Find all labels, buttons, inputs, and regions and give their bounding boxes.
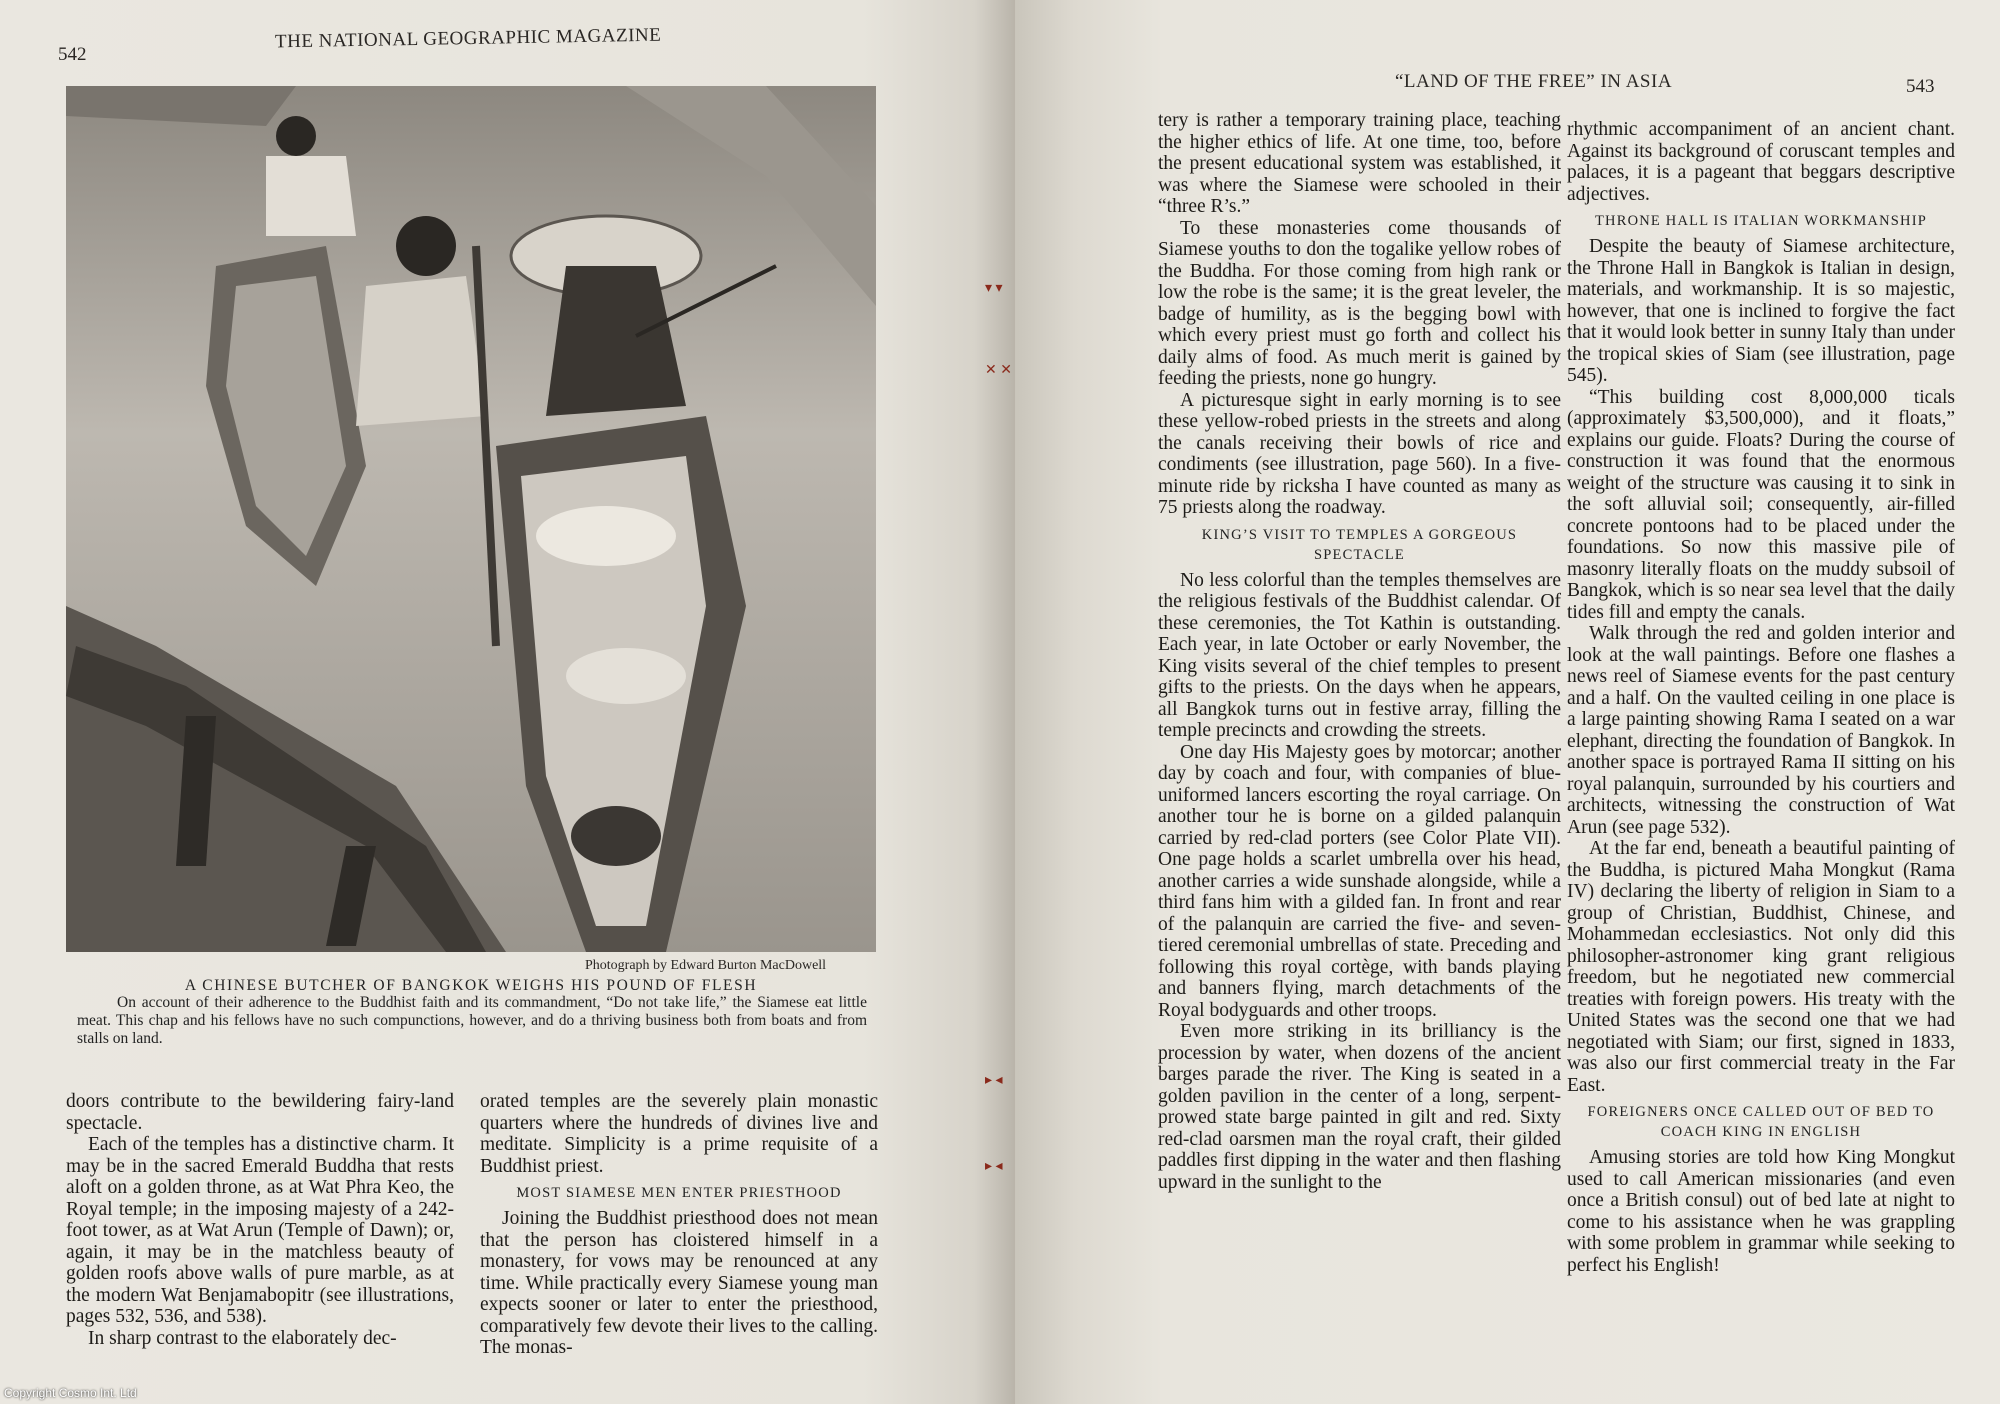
paragraph: Joining the Buddhist priesthood does not mean that the person has cloistered himself in a monastery, for vows may be renounced at any time. While practically every Siamese young man expects sooner or later to enter the priesthood, comparatively few devote their lives to the calling. The monas- — [480, 1208, 878, 1358]
right-column-1 — [1158, 110, 1561, 1193]
binding-mark: ▸ ◂ — [985, 1073, 1003, 1088]
paragraph: In sharp contrast to the elaborately dec- — [88, 1327, 397, 1349]
paragraph: Despite the beauty of Siamese architecture, the Throne Hall in Bangkok is Italian in design, materials, and workmanship. It is so majestic, however, that one is inclined to forgive the fact that it would look better in sunny Italy than under the tropical skies of Siam (see illustration, page 545). — [1567, 236, 1955, 386]
paragraph: Each of the temples has a distinctive charm. It may be in the sacred Emerald Buddha that rests aloft on a golden throne, as at Wat Phra Keo, the Royal temple; in the imposing majesty of a 242-foot tower, as at Wat Arun (Temple of Dawn); or, again, it may be in the matchless beauty of golden roofs above walls of pure marble, as at the modern Wat Benjamabopitr (see illustrations, pages 532, 536, and 538). — [66, 1134, 454, 1327]
left-column-1 — [66, 1091, 454, 1349]
page-number: 543 — [1906, 76, 1935, 97]
paragraph: A picturesque sight in early morning is to see these yellow-robed priests in the streets and along the canals receiving their bowls of rice and condiments (see illustration, page 560). In a five-minute ride by ricksha I have counted as many as 75 priests along the roadway. — [1158, 389, 1561, 518]
paragraph: orated temples are the severely plain monastic quarters where the hundreds of divines live and meditate. Simplicity is a prime requisite of a Buddhist priest. — [480, 1091, 878, 1177]
page-number: 542 — [58, 44, 87, 65]
paragraph: rhythmic accompaniment of an ancient chant. Against its background of coruscant temples and palaces, it is a pageant that beggars descriptive adjectives. — [1567, 119, 1955, 205]
section-heading: MOST SIAMESE MEN ENTER PRIESTHOOD — [516, 1185, 842, 1201]
photo-illustration — [66, 86, 876, 952]
running-head: “LAND OF THE FREE” IN ASIA — [1395, 71, 1673, 92]
paragraph: At the far end, beneath a beautiful painting of the Buddha, is pictured Maha Mongkut (Rama IV) declaring the liberty of religion in Siam to a group of Christian, Buddhist, Chinese, and Mohammedan ecclesiastics. Not only did this philosopher-astronomer king grant religious freedom, but he negotiated new commercial treaties with foreign powers. His treaty with the United States was the second one that we had negotiated with Siam; our first, signed in 1833, was also our first commercial treaty in the Far East. — [1567, 838, 1955, 1096]
photograph-butcher-boat — [66, 86, 876, 952]
paragraph: “This building cost 8,000,000 ticals (approximately $3,500,000), and it floats,” explains our guide. Floats? During the course of construction it was found that the enormous weight of the structure was causing it to sink in the soft alluvial soil; consequently, air-filled concrete pontoons had to be placed under the foundations. So now this massive pile of masonry literally floats on the muddy subsoil of Bangkok, which is so near sea level that the daily tides fill and empty the canals. — [1567, 386, 1955, 623]
caption-body: On account of their adherence to the Buddhist faith and its commandment, “Do not take life,” the Siamese eat little meat. This chap and his fellows have no such compunctions, however, and do a thriving business both from boats and from stalls on land. — [77, 994, 867, 1047]
copyright-watermark: Copyright Cosmo Int. Ltd — [4, 1386, 137, 1400]
paragraph: doors contribute to the bewildering fairy-land spectacle. — [66, 1091, 454, 1134]
section-heading: FOREIGNERS ONCE CALLED OUT OF BED TO COACH KING IN ENGLISH — [1587, 1104, 1935, 1140]
photo-credit: Photograph by Edward Burton MacDowell — [585, 958, 827, 973]
section-heading: KING’S VISIT TO TEMPLES A GORGEOUS SPECTACLE — [1201, 526, 1518, 563]
binding-mark: ▾ ▾ — [985, 281, 1003, 296]
binding-mark: ✕ ✕ — [985, 363, 1012, 378]
right-page — [985, 0, 2000, 1404]
paragraph: Walk through the red and golden interior and look at the wall paintings. Before one flashes a news reel of Siamese events for the past century and a half. On the vaulted ceiling in one place is a large painting showing Rama I seated on a war elephant, directing the foundation of Bangkok. In another space is portrayed Rama II sitting on his royal palanquin, surrounded by his courtiers and architects, witnessing the construction of Wat Arun (see page 532). — [1567, 623, 1955, 838]
running-head: THE NATIONAL GEOGRAPHIC MAGAZINE — [274, 24, 662, 53]
binding-mark: ▸ ◂ — [985, 1159, 1003, 1174]
section-heading: THRONE HALL IS ITALIAN WORKMANSHIP — [1594, 213, 1928, 229]
paragraph: To these monasteries come thousands of Siamese youths to don the togalike yellow robes of the Buddha. For those coming from high rank or low the robe is the same; it is the great leveler, the badge of humility, as is the begging bowl with which every priest must go forth and collect his daily alms of food. As much merit is gained by feeding the priests, none go hungry. — [1158, 217, 1561, 389]
right-column-2 — [1567, 119, 1955, 1276]
caption-title: A CHINESE BUTCHER OF BANGKOK WEIGHS HIS POUND OF FLESH — [184, 977, 758, 994]
paragraph: tery is rather a temporary training place, teaching the higher ethics of life. At one time, too, before the present educational system was established, it was where the Siamese were schooled in their “three R’s.” — [1158, 110, 1561, 217]
paragraph: Amusing stories are told how King Mongkut used to call American missionaries (and even once a British consul) out of bed late at night to come to his assistance when he was grappling with some problem in grammar while seeking to perfect his English! — [1567, 1147, 1955, 1276]
left-column-2 — [480, 1091, 878, 1359]
paragraph: Even more striking in its brilliancy is the procession by water, when dozens of the ancient barges parade the river. The King is seated in a golden pavilion in the center of a long, serpent-prowed state barge painted in gilt and red. Sixty red-clad oarsmen man the royal craft, their gilded paddles first dipping in the water and then flashing upward in the sunlight to the — [1158, 1021, 1561, 1193]
paragraph: No less colorful than the temples themselves are the religious festivals of the Buddhist calendar. Of these ceremonies, the Tot Kathin is outstanding. Each year, in late October or early November, the King visits several of the chief temples to present gifts to the priests. On the days when he appears, all Bangkok turns out in festive array, filling the temple precincts and crowding the streets. — [1158, 569, 1561, 741]
paragraph: One day His Majesty goes by motorcar; another day by coach and four, with companies of blue-uniformed lancers escorting the royal carriage. On another tour he is borne on a gilded palanquin carried by red-clad porters (see Color Plate VII). One page holds a scarlet umbrella over his head, another carries a wide sunshade alongside, while a third fans him with a gilded fan. In front and rear of the palanquin are carried the five- and seven-tiered ceremonial umbrellas of state. Preceding and following this royal cortège, with bands playing and banners flying, march detachments of the Royal bodyguards and other troops. — [1158, 741, 1561, 1021]
